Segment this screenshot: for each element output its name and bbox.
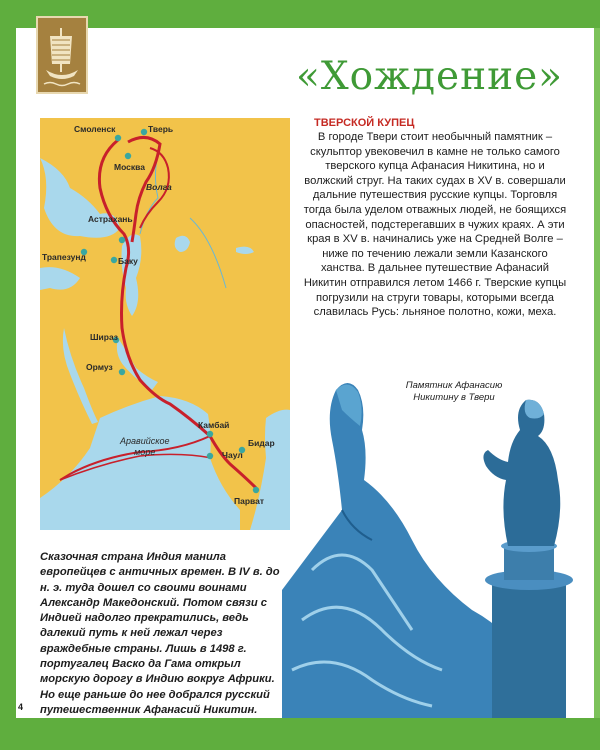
- ship-logo-icon: [36, 16, 88, 94]
- map-red-sea: [63, 328, 98, 424]
- map-label-chaul: Чаул: [222, 450, 243, 460]
- city-dot-moskva: [125, 153, 131, 159]
- map-label-smolensk: Смоленск: [74, 124, 116, 134]
- map-lake-balkhash: [236, 247, 254, 254]
- city-dot-smolensk: [115, 135, 121, 141]
- page-title: «Хождение»: [296, 54, 564, 99]
- city-dot-tver: [141, 129, 147, 135]
- route-map-drawing: [40, 118, 290, 530]
- map-label-shiraz: Шираз: [90, 332, 119, 342]
- map-label-baku: Баку: [118, 256, 138, 266]
- page-frame-top: [0, 0, 600, 28]
- city-dot-chaul: [207, 453, 213, 459]
- page-number: 4: [18, 702, 24, 712]
- map-sea-black: [40, 158, 120, 238]
- city-dot-baku: [111, 257, 117, 263]
- map-label-trapezund: Трапезунд: [42, 252, 86, 262]
- city-dot-parvat: [253, 487, 259, 493]
- map-label-ormuz: Ормуз: [86, 362, 113, 372]
- map-persian-gulf: [117, 338, 158, 390]
- map-label-volga: Волга: [146, 182, 172, 192]
- map-label-tver: Тверь: [148, 124, 174, 134]
- page-frame-bottom: [0, 718, 600, 750]
- city-dot-astrakhan: [119, 237, 125, 243]
- city-dot-ormuz: [119, 369, 125, 375]
- illustration-caption: Памятник Афанасию Никитину в Твери: [405, 380, 503, 403]
- map-label-arabian-sea: Аравийское море: [120, 436, 170, 457]
- map-label-parvat: Парват: [234, 496, 265, 506]
- monument-illustration: [282, 370, 600, 718]
- map-label-bidar: Бидар: [248, 438, 275, 448]
- map-label-astrakhan: Астрахань: [88, 214, 133, 224]
- map-arabian-sea: [40, 396, 240, 530]
- page-frame-left: [0, 0, 16, 750]
- map-label-moskva: Москва: [114, 162, 145, 172]
- map-sea-mediterranean: [40, 267, 80, 290]
- article-heading: ТВЕРСКОЙ КУПЕЦ: [314, 117, 415, 129]
- map-sea-aral: [175, 236, 190, 252]
- article-body: В городе Твери стоит необычный памятник – скульптор увековечил в камне не только самого тверского купца Афанасия Никитина, но и волжский струг. На таких судах в XV в. совершали дальние путешествия русские купцы. Торговля тогда была уделом отважных людей, не боящихся опасностей, подстерегавших в чужих краях. А эти края в XV в. начинались уже на Средней Волге – ниже по течению лежали земли Казанского ханства. В дальнее путешествие Афанасий Никитин отправился летом 1466 г. Тверские купцы погрузили на струги товары, которыми всегда славилась Русь: льняное полотно, кожи, меха.: [303, 131, 567, 319]
- route-map: [40, 118, 290, 530]
- sidebar-text: Сказочная страна Индия манила европейцев с античных времен. В IV в. до н. э. туда дошел со своими воинами Александр Македонский. Потом связи с Индией надолго прекратились, ведь далекий путь к ней лежал через враждебные страны. Лишь в 1498 г. португалец Васко да Гама открыл морскую дорогу в Индию вокруг Африки. Но еще раньше до нее добрался русский путешественник Афанасий Никитин.: [40, 551, 280, 716]
- map-label-kambay: Камбай: [198, 420, 230, 430]
- statue-figure: [483, 400, 560, 546]
- city-dot-kambay: [207, 431, 213, 437]
